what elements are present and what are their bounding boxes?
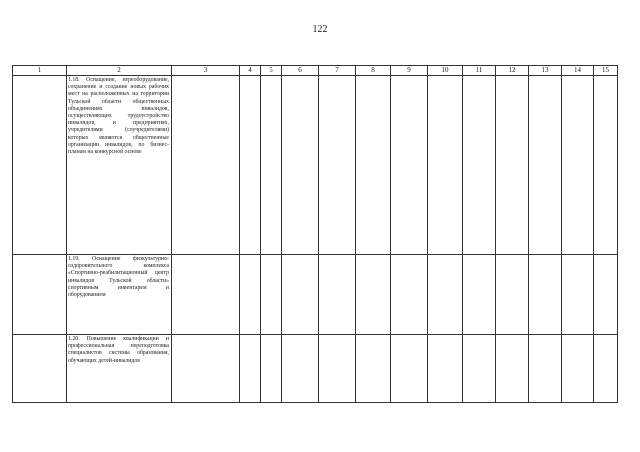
table-cell — [261, 255, 282, 335]
table-cell — [172, 76, 240, 255]
table-cell — [282, 335, 319, 403]
table-cell — [463, 76, 496, 255]
row-description: 1.19. Оснащение физкультурно-оздоровительного комплекса «Спортивно-реабилитационный центр инвалидов Тульской области» спортивным инвентарем и оборудованием — [67, 255, 172, 335]
table-cell — [391, 335, 428, 403]
table-cell — [529, 255, 562, 335]
table-cell — [319, 255, 356, 335]
column-number-row — [13, 66, 618, 76]
table-row — [13, 76, 618, 255]
column-header: 8 — [356, 66, 391, 76]
table-cell — [562, 76, 594, 255]
column-header: 11 — [463, 66, 496, 76]
table-cell — [240, 76, 261, 255]
table-cell — [562, 335, 594, 403]
table-cell — [594, 255, 618, 335]
column-header: 10 — [428, 66, 463, 76]
program-table — [12, 65, 618, 403]
table-row — [13, 255, 618, 335]
table-cell — [356, 335, 391, 403]
table-cell — [356, 255, 391, 335]
table-cell — [240, 335, 261, 403]
table-cell — [428, 335, 463, 403]
table-cell — [529, 335, 562, 403]
table-cell — [13, 255, 67, 335]
row-description: 1.18. Оснащение, переоборудование, сохранение и создание новых рабочих мест на расположенных на территории Тульской области общественных объединениях инвалидов, осуществляющих трудоустройство инвалидов, и предприятиях, учредителями (соучредителями) которых являются общественные организации инвалидов, по бизнес-планам на конкурсной основе — [67, 76, 172, 255]
column-header: 1 — [13, 66, 67, 76]
table-cell — [428, 76, 463, 255]
column-header: 5 — [261, 66, 282, 76]
column-header: 15 — [594, 66, 618, 76]
column-header: 7 — [319, 66, 356, 76]
table-cell — [282, 255, 319, 335]
table-cell — [172, 255, 240, 335]
column-header: 9 — [391, 66, 428, 76]
table-cell — [240, 255, 261, 335]
table-cell — [13, 76, 67, 255]
table-cell — [496, 255, 529, 335]
column-header: 12 — [496, 66, 529, 76]
table-cell — [594, 76, 618, 255]
table-cell — [463, 255, 496, 335]
table-cell — [594, 335, 618, 403]
column-header: 2 — [67, 66, 172, 76]
column-header: 6 — [282, 66, 319, 76]
table-cell — [172, 335, 240, 403]
table-row — [13, 335, 618, 403]
table-cell — [562, 255, 594, 335]
table-cell — [319, 76, 356, 255]
table-cell — [261, 76, 282, 255]
table-cell — [391, 255, 428, 335]
column-header: 13 — [529, 66, 562, 76]
table-cell — [356, 76, 391, 255]
table-cell — [282, 76, 319, 255]
row-description: 1.20. Повышение квалификации и профессиональная переподготовка специалистов системы образования, обучающих детей-инвалидов — [67, 335, 172, 403]
table-cell — [13, 335, 67, 403]
table-cell — [463, 335, 496, 403]
table-cell — [261, 335, 282, 403]
page-number: 122 — [312, 24, 328, 35]
table-cell — [496, 335, 529, 403]
table-cell — [496, 76, 529, 255]
table-cell — [529, 76, 562, 255]
table-cell — [391, 76, 428, 255]
column-header: 3 — [172, 66, 240, 76]
column-header: 14 — [562, 66, 594, 76]
column-header: 4 — [240, 66, 261, 76]
table-cell — [319, 335, 356, 403]
table-cell — [428, 255, 463, 335]
